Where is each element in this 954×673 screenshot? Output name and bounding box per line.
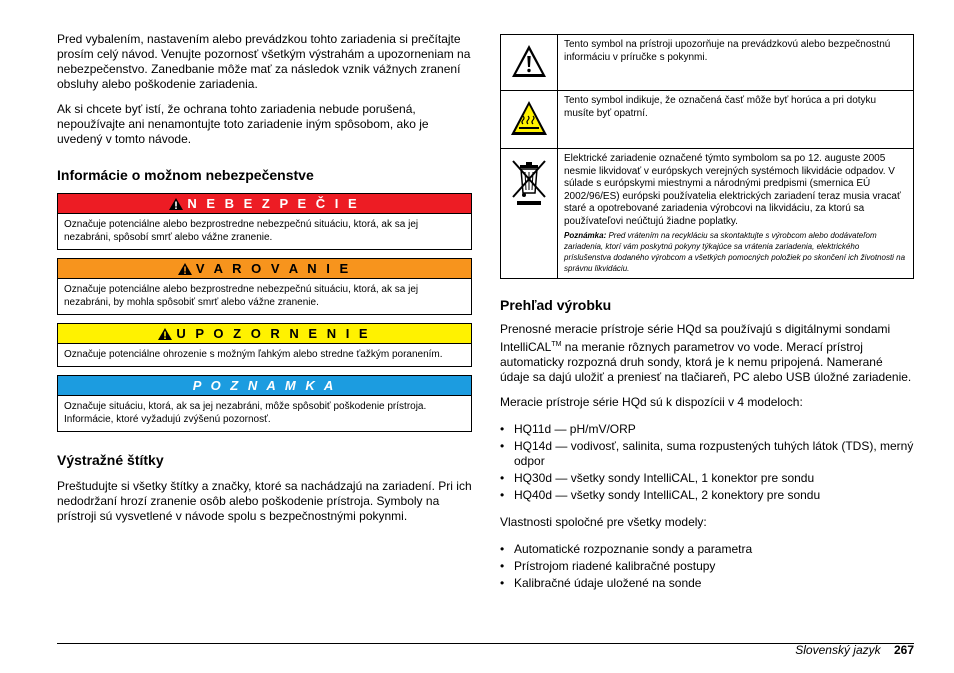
weee-note-label: Poznámka: (564, 230, 607, 240)
page-number: 267 (893, 643, 914, 657)
left-column (57, 32, 472, 524)
labels-section-text: Preštudujte si všetky štítky a značky, ktoré sa nachádzajú na zariadení. Pri ich nedodržaní hrozí zranenie osôb alebo poškodenie prístroja. Symboly na prístroji sú vysvetlené v návode spolu s bezpečnostnými pokynmi. (57, 479, 472, 523)
symbol-text-hot: Tento symbol indikuje, že označená časť môže byť horúca a pri dotyku musíte byť opatrní. (558, 91, 914, 149)
warning-triangle-icon (158, 328, 172, 340)
notice-header (58, 376, 471, 396)
overview-paragraph-3: Vlastnosti spoločné pre všetky modely: (500, 514, 707, 529)
symbol-cell-general (501, 35, 558, 91)
warning-triangle-icon (178, 263, 192, 275)
symbol-row-weee (501, 149, 914, 279)
caution-header (58, 324, 471, 344)
notice-text: Označuje situáciu, ktorá, ak sa jej nezabráni, môže spôsobiť poškodenie prístroja. Informácie, ktoré vyžadujú zvýšenú pozornosť. (64, 401, 427, 425)
list-item: • Kalibračné údaje uložené na sonde (500, 576, 914, 591)
symbol-text-general: Tento symbol na prístroji upozorňuje na prevádzkovú alebo bezpečnostnú informáciu v príručke s pokynmi. (558, 35, 914, 91)
intro-paragraph-1: Pred vybalením, nastavením alebo prevádzkou tohto zariadenia si prečítajte prosím celý návod. Venujte pozornosť všetkým výstrahám a upozorneniam na nebezpečenstvo. Zanedbanie môže mať za následok vznik vážnych zranení obsluhy alebo poškodenie zariadenia. (57, 32, 471, 91)
page-footer (795, 643, 914, 657)
danger-header (58, 194, 471, 214)
general-warning-icon (511, 44, 547, 78)
warning-box (57, 258, 472, 315)
hazard-section-title: Informácie o možnom nebezpečenstve (57, 167, 314, 183)
warning-label: V A R O V A N I E (195, 261, 352, 276)
symbol-cell-weee (501, 149, 558, 279)
labels-section-title: Výstražné štítky (57, 452, 164, 468)
weee-note-text: Pred vrátením na recykláciu sa skontaktujte s výrobcom alebo dodávateľom zariadenia, ktorí vám poskytnú pokyny týkajúce sa vrátenia zariadenia, elektrického príslušenstva dodaného výrobcom a všetkých pomocných položiek po skončení ich životnosti na správnu likvidáciu. (564, 230, 906, 273)
footer-divider (57, 643, 914, 644)
notice-box (57, 375, 472, 432)
hot-surface-icon (510, 100, 548, 136)
list-item: • HQ40d — všetky sondy IntelliCAL, 2 konektory pre sondu (500, 488, 914, 503)
overview-p1-b: na meranie rôznych parametrov vo vode. Merací prístroj automaticky rozpozná druh sondy, ktorá je k nemu pripojená. Namerané údaje sa dajú uložiť a preniesť na tlačiareň, PC alebo USB úložné zariadenie. (500, 339, 912, 384)
weee-note (564, 230, 908, 274)
warning-text: Označuje potenciálne alebo bezprostredne nebezpečnú situáciu, ktorá, ak sa jej nezabráni, by mohla spôsobiť smrť alebo vážne zranenie. (64, 284, 419, 308)
footer-language: Slovenský jazyk (795, 643, 881, 657)
crossed-bin-icon (509, 159, 549, 207)
danger-box (57, 193, 472, 250)
list-item: • HQ30d — všetky sondy IntelliCAL, 1 konektor pre sondu (500, 471, 914, 486)
danger-text: Označuje potenciálne alebo bezprostredne nebezpečnú situáciu, ktorá, ak sa jej nezabráni, spôsobí smrť alebo vážne zranenie. (64, 219, 419, 243)
caution-box (57, 323, 472, 367)
feature-list (500, 542, 914, 591)
warning-triangle-icon (169, 198, 183, 210)
model-list (500, 422, 914, 503)
overview-paragraph-1 (500, 322, 914, 385)
symbols-table (500, 34, 914, 279)
warning-header (58, 259, 471, 279)
notice-label: P O Z N A M K A (192, 378, 337, 393)
intro-paragraph-2: Ak si chcete byť istí, že ochrana tohto zariadenia nebude porušená, nepoužívajte ani nenamontujte toto zariadenie iným spôsobom, ako je uvedený v tomto návode. (57, 102, 429, 146)
overview-p1-a: Prenosné meracie prístroje série HQd sa používajú s digitálnymi sondami IntelliCAL (500, 321, 891, 354)
symbol-cell-hot (501, 91, 558, 149)
right-column (500, 34, 914, 593)
list-item: • HQ14d — vodivosť, salinita, suma rozpustených tuhých látok (TDS), merný odpor (500, 439, 914, 469)
caution-label: U P O Z O R N E N I E (176, 326, 371, 341)
symbol-text-weee: Elektrické zariadenie označené týmto symbolom sa po 12. auguste 2005 nesmie likvidovať v európskych verejných systémoch likvidácie odpadov. V súlade s európskymi miestnymi a národnými predpismi (smernica EÚ 2002/96/ES) európski používatelia elektrických zariadení teraz musia vracať staré a opotrebované zariadenia výrobcovi na likvidáciu, za ktorú sa používateľovi neúčtujú žiadne poplatky. (564, 153, 901, 227)
list-item: • HQ11d — pH/mV/ORP (500, 422, 914, 437)
list-item: • Automatické rozpoznanie sondy a parametra (500, 542, 914, 557)
symbol-row-general (501, 35, 914, 91)
danger-label: N E B E Z P E Č I E (187, 196, 360, 211)
overview-paragraph-2: Meracie prístroje série HQd sú k dispozícii v 4 modeloch: (500, 394, 803, 409)
list-item: • Prístrojom riadené kalibračné postupy (500, 559, 914, 574)
symbol-row-hot (501, 91, 914, 149)
caution-text: Označuje potenciálne ohrozenie s možným ľahkým alebo stredne ťažkým poranením. (64, 349, 443, 360)
trademark-sup: TM (551, 340, 562, 348)
symbol-text-weee-cell (558, 149, 914, 279)
overview-title: Prehľad výrobku (500, 296, 612, 313)
